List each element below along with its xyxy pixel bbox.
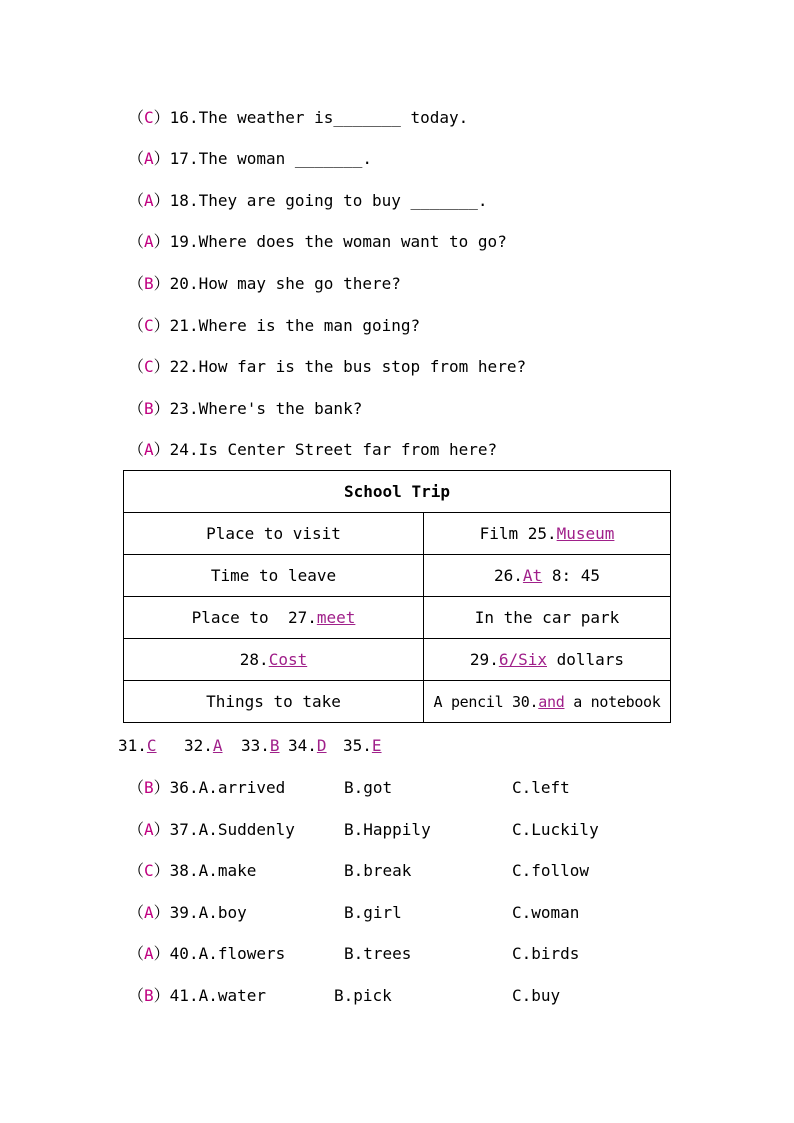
choice-a: （B）41.A.water bbox=[128, 986, 266, 1005]
answer-letter: A bbox=[144, 149, 154, 168]
question-17: （A）17.The woman _______. bbox=[128, 149, 372, 168]
answer-letter: B bbox=[144, 778, 154, 797]
cell-text: Place to visit bbox=[206, 524, 341, 543]
filled-answer: D bbox=[316, 736, 327, 755]
answer-letter: B bbox=[144, 274, 154, 293]
table-cell bbox=[124, 513, 424, 555]
cell-text: Place to 27. bbox=[191, 608, 317, 627]
cell-text: 29. bbox=[469, 650, 499, 669]
filled-answer: Cost bbox=[268, 650, 308, 669]
option-a: 38.A.make bbox=[169, 861, 257, 880]
table-cell bbox=[424, 597, 671, 639]
question-text: 17.The woman _______. bbox=[169, 149, 372, 168]
answer-33 bbox=[241, 736, 280, 756]
question-21: （C）21.Where is the man going? bbox=[128, 316, 421, 335]
item-label: 32. bbox=[184, 736, 213, 755]
table-row bbox=[124, 555, 671, 597]
filled-answer: E bbox=[371, 736, 382, 755]
filled-answer: 6/Six bbox=[498, 650, 547, 669]
option-c: C.birds bbox=[512, 944, 580, 963]
filled-answer: B bbox=[269, 736, 280, 755]
question-text: 18.They are going to buy _______. bbox=[169, 191, 488, 210]
cell-text: A pencil 30. bbox=[433, 692, 539, 711]
cell-text: 26. bbox=[494, 566, 523, 585]
filled-answer: meet bbox=[316, 608, 356, 627]
filled-answer: C bbox=[146, 736, 157, 755]
answer-letter: A bbox=[144, 944, 154, 963]
option-b: B.Happily bbox=[344, 820, 431, 839]
question-23: （B）23.Where's the bank? bbox=[128, 399, 363, 418]
question-text: 20.How may she go there? bbox=[169, 274, 401, 293]
item-label: 31. bbox=[118, 736, 147, 755]
answer-letter: C bbox=[144, 108, 154, 127]
option-c: C.Luckily bbox=[512, 820, 599, 839]
choice-a: （A）39.A.boy bbox=[128, 903, 247, 922]
choice-a: （C）38.A.make bbox=[128, 861, 257, 880]
item-label: 33. bbox=[241, 736, 270, 755]
answer-letter: A bbox=[144, 191, 154, 210]
choice-a: （A）37.A.Suddenly bbox=[128, 820, 295, 839]
table-cell bbox=[424, 513, 671, 555]
answer-letter: A bbox=[144, 820, 154, 839]
school-trip-table bbox=[123, 470, 671, 723]
question-20: （B）20.How may she go there? bbox=[128, 274, 401, 293]
option-a: 41.A.water bbox=[169, 986, 266, 1005]
option-b: B.pick bbox=[334, 986, 392, 1005]
answer-32 bbox=[184, 736, 223, 756]
table-title: School Trip bbox=[124, 471, 671, 513]
table-cell bbox=[124, 639, 424, 681]
table-cell bbox=[424, 681, 671, 723]
option-c: C.left bbox=[512, 778, 570, 797]
choice-a: （B）36.A.arrived bbox=[128, 778, 286, 797]
table-cell bbox=[124, 555, 424, 597]
question-22: （C）22.How far is the bus stop from here? bbox=[128, 357, 527, 376]
question-text: 19.Where does the woman want to go? bbox=[169, 232, 507, 251]
option-a: 37.A.Suddenly bbox=[169, 820, 295, 839]
answer-letter: C bbox=[144, 316, 154, 335]
question-19: （A）19.Where does the woman want to go? bbox=[128, 232, 507, 251]
option-a: 40.A.flowers bbox=[169, 944, 286, 963]
cell-text: Time to leave bbox=[210, 566, 337, 585]
item-label: 34. bbox=[288, 736, 317, 755]
table-row bbox=[124, 681, 671, 723]
option-a: 36.A.arrived bbox=[169, 778, 286, 797]
table-row bbox=[124, 597, 671, 639]
answer-35 bbox=[343, 736, 382, 756]
filled-answer: A bbox=[212, 736, 223, 755]
table-cell bbox=[424, 639, 671, 681]
table-row bbox=[124, 471, 671, 513]
question-16: （C）16.The weather is_______ today. bbox=[128, 108, 469, 127]
answer-34 bbox=[288, 736, 327, 756]
option-c: C.buy bbox=[512, 986, 561, 1005]
table-row bbox=[124, 639, 671, 681]
cell-text: In the car park bbox=[474, 608, 620, 627]
table-cell bbox=[124, 597, 424, 639]
cell-text: dollars bbox=[547, 650, 625, 669]
filled-answer: At bbox=[522, 566, 543, 585]
cell-text: Film 25. bbox=[479, 524, 557, 543]
answer-letter: B bbox=[144, 399, 154, 418]
item-label: 35. bbox=[343, 736, 372, 755]
table-row bbox=[124, 513, 671, 555]
choice-a: （A）40.A.flowers bbox=[128, 944, 286, 963]
cell-text: a notebook bbox=[564, 692, 661, 711]
option-c: C.follow bbox=[512, 861, 590, 880]
option-c: C.woman bbox=[512, 903, 580, 922]
question-text: 16.The weather is_______ today. bbox=[169, 108, 469, 127]
filled-answer: and bbox=[538, 692, 565, 711]
answer-letter: A bbox=[144, 903, 154, 922]
filled-answer: Museum bbox=[556, 524, 615, 543]
table-cell bbox=[124, 681, 424, 723]
question-text: 24.Is Center Street far from here? bbox=[169, 440, 498, 459]
option-b: B.break bbox=[344, 861, 412, 880]
cell-text: 28. bbox=[239, 650, 269, 669]
answer-letter: A bbox=[144, 440, 154, 459]
question-text: 21.Where is the man going? bbox=[169, 316, 421, 335]
answer-letter: C bbox=[144, 861, 154, 880]
answer-letter: C bbox=[144, 357, 154, 376]
cell-text: 8: 45 bbox=[542, 566, 600, 585]
answer-letter: A bbox=[144, 232, 154, 251]
table-cell bbox=[424, 555, 671, 597]
cell-text: Things to take bbox=[206, 692, 341, 711]
answer-letter: B bbox=[144, 986, 154, 1005]
answer-31 bbox=[118, 736, 157, 756]
option-a: 39.A.boy bbox=[169, 903, 247, 922]
option-b: B.girl bbox=[344, 903, 402, 922]
question-text: 23.Where's the bank? bbox=[169, 399, 363, 418]
option-b: B.trees bbox=[344, 944, 412, 963]
question-18: （A）18.They are going to buy _______. bbox=[128, 191, 488, 210]
question-24: （A）24.Is Center Street far from here? bbox=[128, 440, 498, 459]
question-text: 22.How far is the bus stop from here? bbox=[169, 357, 527, 376]
option-b: B.got bbox=[344, 778, 393, 797]
